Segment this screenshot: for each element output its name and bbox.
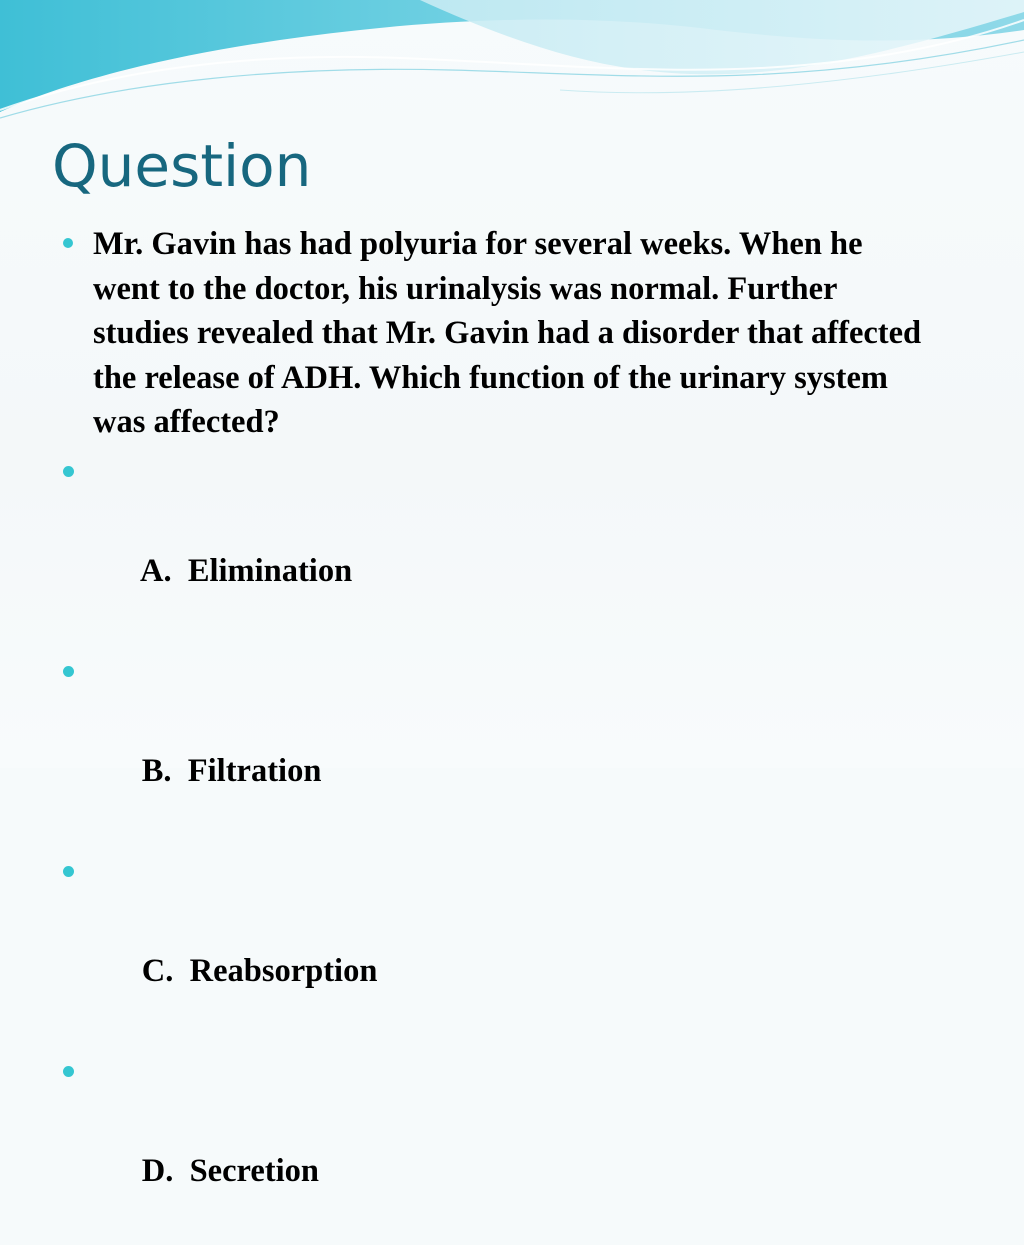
bullet-list [62, 222, 962, 1245]
option-d-text: D. Secretion [141, 1152, 319, 1189]
bullet-icon [63, 238, 73, 248]
option-b-text: B. Filtration [141, 752, 322, 789]
option-b [62, 649, 962, 845]
option-a [62, 449, 962, 645]
bullet-icon [63, 466, 74, 477]
question-text: Mr. Gavin has had polyuria for several weeks. When he went to the doctor, his urinalysis was normal. Further studies revealed that Mr. Gavin had a disorder that affected the release of ADH. Which function of the urinary system was affected? [93, 226, 922, 440]
option-c-text: C. Reabsorption [141, 952, 378, 989]
question-item [62, 222, 933, 445]
bullet-icon [63, 1066, 74, 1077]
slide-title: Question [52, 132, 312, 200]
bullet-icon [63, 666, 74, 677]
option-d [62, 1049, 962, 1245]
header-wave-decoration [0, 0, 1024, 130]
option-c [62, 849, 962, 1045]
option-a-text: A. Elimination [139, 552, 353, 589]
bullet-icon [63, 866, 74, 877]
